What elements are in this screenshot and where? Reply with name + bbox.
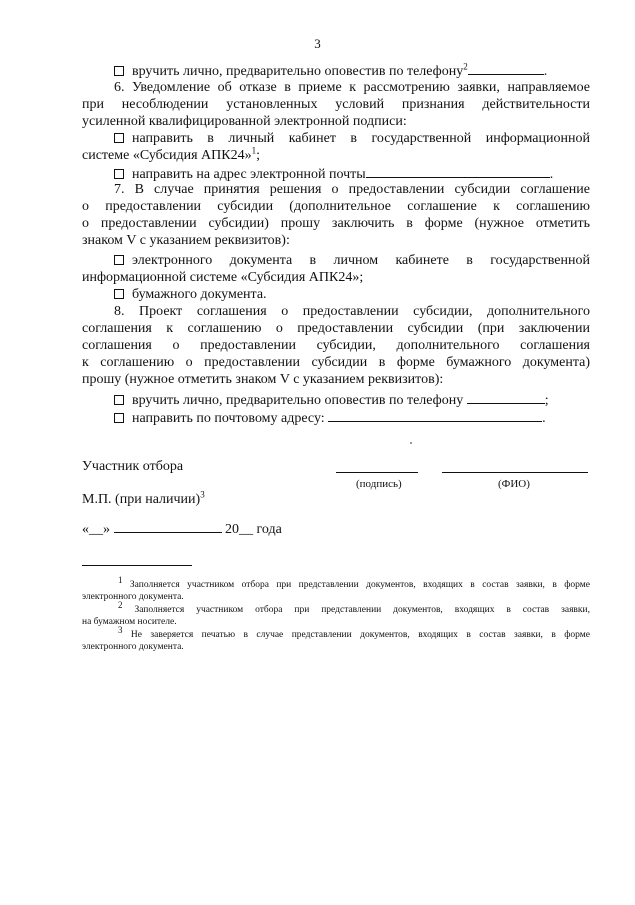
page-number: 3 bbox=[314, 36, 321, 51]
scan-speck bbox=[410, 442, 412, 444]
option-paper-doc bbox=[114, 286, 590, 303]
address-blank[interactable] bbox=[328, 408, 542, 422]
paragraph-line: 6. Уведомление об отказе в приеме к рассмотрению заявки, направляемое bbox=[114, 80, 590, 95]
punctuation: . bbox=[549, 167, 554, 182]
paragraph-line: о предоставлении субсидии) прошу заключить в форме (нужное отметить bbox=[82, 216, 590, 231]
phone-blank[interactable] bbox=[468, 61, 544, 75]
option-line-cont bbox=[82, 147, 590, 164]
punctuation: . bbox=[542, 411, 546, 426]
footnote-number: 1 bbox=[118, 574, 123, 585]
option-deliver-phone-2 bbox=[114, 390, 590, 409]
checkbox[interactable] bbox=[114, 413, 124, 423]
email-blank[interactable] bbox=[366, 164, 550, 178]
date-year: 20__ года bbox=[225, 522, 282, 537]
punctuation: . bbox=[543, 64, 548, 79]
footnote-3-line-2: электронного документа. bbox=[82, 642, 184, 652]
phone-blank[interactable] bbox=[467, 390, 545, 404]
paragraph-line: о предоставлении субсидии (дополнительное соглашение к соглашению bbox=[82, 199, 590, 214]
footnote-ref: 3 bbox=[200, 489, 205, 500]
footnote-number: 2 bbox=[118, 599, 123, 610]
stamp-label: М.П. (при наличии) bbox=[82, 492, 201, 507]
paragraph-line: информационной системе «Субсидия АПК24»; bbox=[82, 270, 364, 285]
option-text: бумажного документа. bbox=[132, 287, 267, 302]
footnote-1-line-1 bbox=[118, 574, 590, 591]
paragraph-line: 8. Проект соглашения о предоставлении субсидии, дополнительного bbox=[114, 304, 590, 319]
date-day: «__» bbox=[82, 522, 110, 537]
option-text: системе «Субсидия АПК24» bbox=[82, 148, 252, 163]
footnote-text: Заполняется участником отбора при представлении документов, входящих в состав заявки, в форме bbox=[129, 580, 590, 590]
paragraph-line: соглашения о предоставлении субсидии, дополнительного соглашения bbox=[82, 338, 590, 353]
option-text: направить в личный кабинет в государственной информационной bbox=[132, 131, 590, 146]
footnote-ref: 2 bbox=[463, 61, 468, 72]
footnote-separator bbox=[82, 565, 192, 566]
footnote-text: Заполняется участником отбора при представлении документов, входящих в состав заявки, bbox=[134, 605, 590, 615]
paragraph-line: прошу (нужное отметить знаком V с указанием реквизитов): bbox=[82, 372, 444, 387]
checkbox[interactable] bbox=[114, 66, 124, 76]
footnote-ref: 1 bbox=[251, 145, 257, 156]
footnote-text: Не заверяется печатью в случае представлении документов, входящих в состав заявки, в форме bbox=[130, 630, 590, 640]
paragraph-line: усиленной квалифицированной электронной подписи: bbox=[82, 114, 407, 129]
option-text: вручить лично, предварительно оповестив по телефону bbox=[132, 393, 464, 408]
name-line[interactable] bbox=[442, 472, 588, 473]
punctuation: ; bbox=[544, 393, 549, 408]
punctuation: ; bbox=[256, 148, 260, 163]
option-electronic-doc bbox=[114, 252, 590, 269]
signature-caption: (подпись) bbox=[356, 478, 402, 490]
option-text: направить на адрес электронной почты bbox=[132, 167, 366, 182]
name-caption: (ФИО) bbox=[498, 478, 530, 490]
paragraph-line: при несоблюдении установленных условий признания действительности bbox=[82, 97, 590, 112]
footnote-number: 3 bbox=[118, 624, 123, 635]
date-month-blank[interactable] bbox=[114, 519, 222, 533]
option-text: направить по почтовому адресу: bbox=[132, 411, 325, 426]
checkbox[interactable] bbox=[114, 289, 124, 299]
option-postal-address bbox=[114, 408, 590, 427]
option-deliver-phone-1 bbox=[114, 61, 590, 80]
stamp-line bbox=[82, 491, 590, 508]
option-text: электронного документа в личном кабинете в государственной bbox=[132, 253, 590, 268]
paragraph-line: соглашения к соглашению о предоставлении субсидии (при заключении bbox=[82, 321, 590, 336]
option-text: вручить лично, предварительно оповестив по телефону bbox=[132, 64, 464, 79]
checkbox[interactable] bbox=[114, 169, 124, 179]
footnote-3-line-1 bbox=[118, 624, 590, 641]
checkbox[interactable] bbox=[114, 395, 124, 405]
checkbox[interactable] bbox=[114, 255, 124, 265]
paragraph-line: 7. В случае принятия решения о предоставлении субсидии соглашение bbox=[114, 182, 590, 197]
option-personal-cabinet bbox=[114, 130, 590, 147]
participant-label: Участник отбора bbox=[82, 459, 184, 474]
footnote-2-line-1 bbox=[118, 599, 590, 616]
footnote-2-line-2: на бумажном носителе. bbox=[82, 617, 177, 627]
date-line bbox=[82, 519, 590, 538]
footnote-1-line-2: электронного документа. bbox=[82, 592, 184, 602]
paragraph-line: к соглашению о предоставлении субсидии в форме бумажного документа) bbox=[82, 355, 590, 370]
checkbox[interactable] bbox=[114, 133, 124, 143]
paragraph-line: знаком V с указанием реквизитов): bbox=[82, 233, 290, 248]
signature-line[interactable] bbox=[336, 472, 418, 473]
